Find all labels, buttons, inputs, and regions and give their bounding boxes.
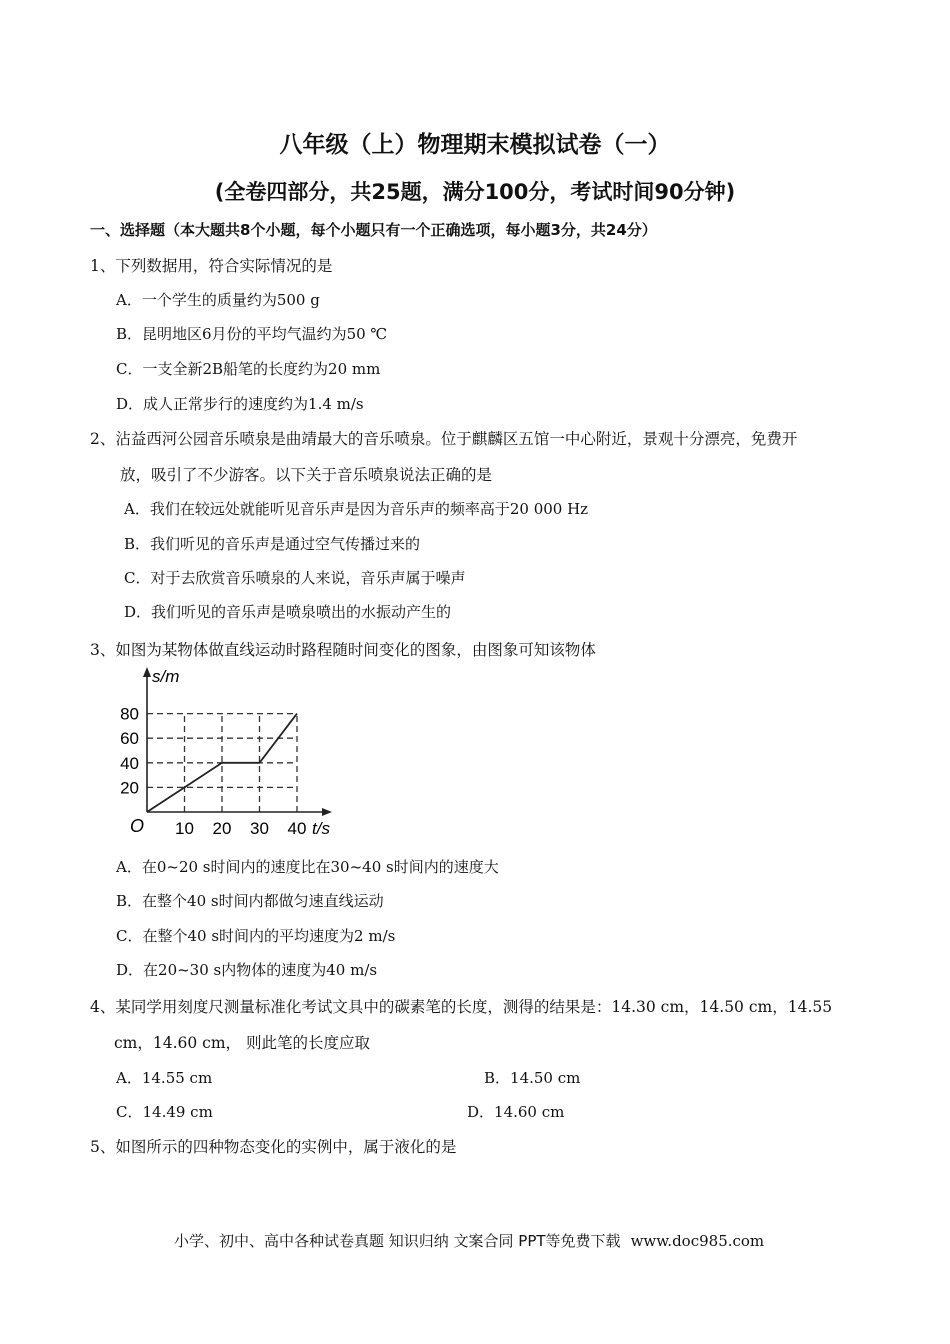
- question-2-option-b: B．我们听见的音乐声是通过空气传播过来的: [124, 535, 421, 553]
- question-1-option-b: B．昆明地区6月份的平均气温约为50 ℃: [116, 325, 388, 343]
- x-axis-label: t/s: [312, 819, 330, 838]
- question-3-option-c: C．在整个40 s时间内的平均速度为2 m/s: [116, 927, 396, 945]
- y-axis-arrow: [143, 667, 151, 677]
- section-heading: 一、选择题（本大题共8个小题，每个小题只有一个正确选项，每小题3分，共24分）: [90, 221, 657, 239]
- question-2-stem-line1: 2、沾益西河公园音乐喷泉是曲靖最大的音乐喷泉。位于麒麟区五馆一中心附近，景观十分漂亮，免费开: [90, 430, 798, 448]
- x-tick-label-30: 30: [250, 819, 269, 838]
- question-2-option-d: D．我们听见的音乐声是喷泉喷出的水振动产生的: [124, 603, 452, 621]
- distance-time-chart: [110, 662, 350, 842]
- question-3-option-a: A．在0~20 s时间内的速度比在30~40 s时间内的速度大: [116, 858, 499, 876]
- y-tick-label-60: 60: [120, 729, 139, 749]
- question-4-stem-line2: cm，14.60 cm， 则此笔的长度应取: [114, 1034, 370, 1052]
- question-1-stem: 1、下列数据用，符合实际情况的是: [90, 257, 333, 275]
- chart-tick-labels: [120, 705, 306, 838]
- question-5-stem: 5、如图所示的四种物态变化的实例中，属于液化的是: [90, 1138, 457, 1156]
- question-3-stem: 3、如图为某物体做直线运动时路程随时间变化的图象，由图象可知该物体: [90, 641, 596, 659]
- x-axis-arrow: [322, 808, 332, 816]
- origin-label: O: [130, 816, 145, 836]
- question-3-option-d: D．在20~30 s内物体的速度为40 m/s: [116, 961, 378, 979]
- y-tick-label-20: 20: [120, 778, 139, 798]
- question-4-option-c: C．14.49 cm: [116, 1103, 213, 1121]
- y-tick-label-80: 80: [120, 704, 139, 724]
- page-title: 八年级（上）物理期末模拟试卷（一）: [279, 132, 671, 158]
- question-4-stem-line1: 4、某同学用刻度尺测量标准化考试文具中的碳素笔的长度，测得的结果是：14.30 cm，14.50 cm，14.55: [90, 998, 833, 1016]
- question-1-option-a: A．一个学生的质量约为500 g: [116, 291, 320, 309]
- footer-url[interactable]: www.doc985.com: [630, 1232, 765, 1250]
- question-1-option-d: D．成人正常步行的速度约为1.4 m/s: [116, 395, 364, 413]
- page-footer: [174, 1230, 764, 1251]
- question-1-option-c: C．一支全新2B船笔的长度约为20 mm: [116, 360, 381, 378]
- y-tick-label-40: 40: [120, 753, 139, 773]
- question-4-option-d: D．14.60 cm: [467, 1103, 565, 1121]
- question-2-option-c: C．对于去欣赏音乐喷泉的人来说，音乐声属于噪声: [124, 569, 466, 587]
- question-2-option-a: A．我们在较远处就能听见音乐声是因为音乐声的频率高于20 000 Hz: [124, 500, 589, 518]
- question-4-option-b: B．14.50 cm: [484, 1069, 581, 1087]
- question-2-stem-line2: 放，吸引了不少游客。以下关于音乐喷泉说法正确的是: [120, 466, 493, 484]
- footer-text: 小学、初中、高中各种试卷真题 知识归纳 文案合同 PPT等免费下载: [174, 1232, 621, 1250]
- x-tick-label-40: 40: [287, 819, 307, 838]
- question-4-option-a: A．14.55 cm: [116, 1069, 213, 1087]
- page-subtitle: (全卷四部分，共25题，满分100分，考试时间90分钟): [214, 180, 736, 204]
- x-tick-label-20: 20: [212, 819, 232, 838]
- y-axis-label: s/m: [152, 667, 180, 686]
- chart-axes: [143, 667, 332, 816]
- question-3-option-b: B．在整个40 s时间内都做匀速直线运动: [116, 892, 384, 910]
- x-tick-label-10: 10: [175, 819, 194, 838]
